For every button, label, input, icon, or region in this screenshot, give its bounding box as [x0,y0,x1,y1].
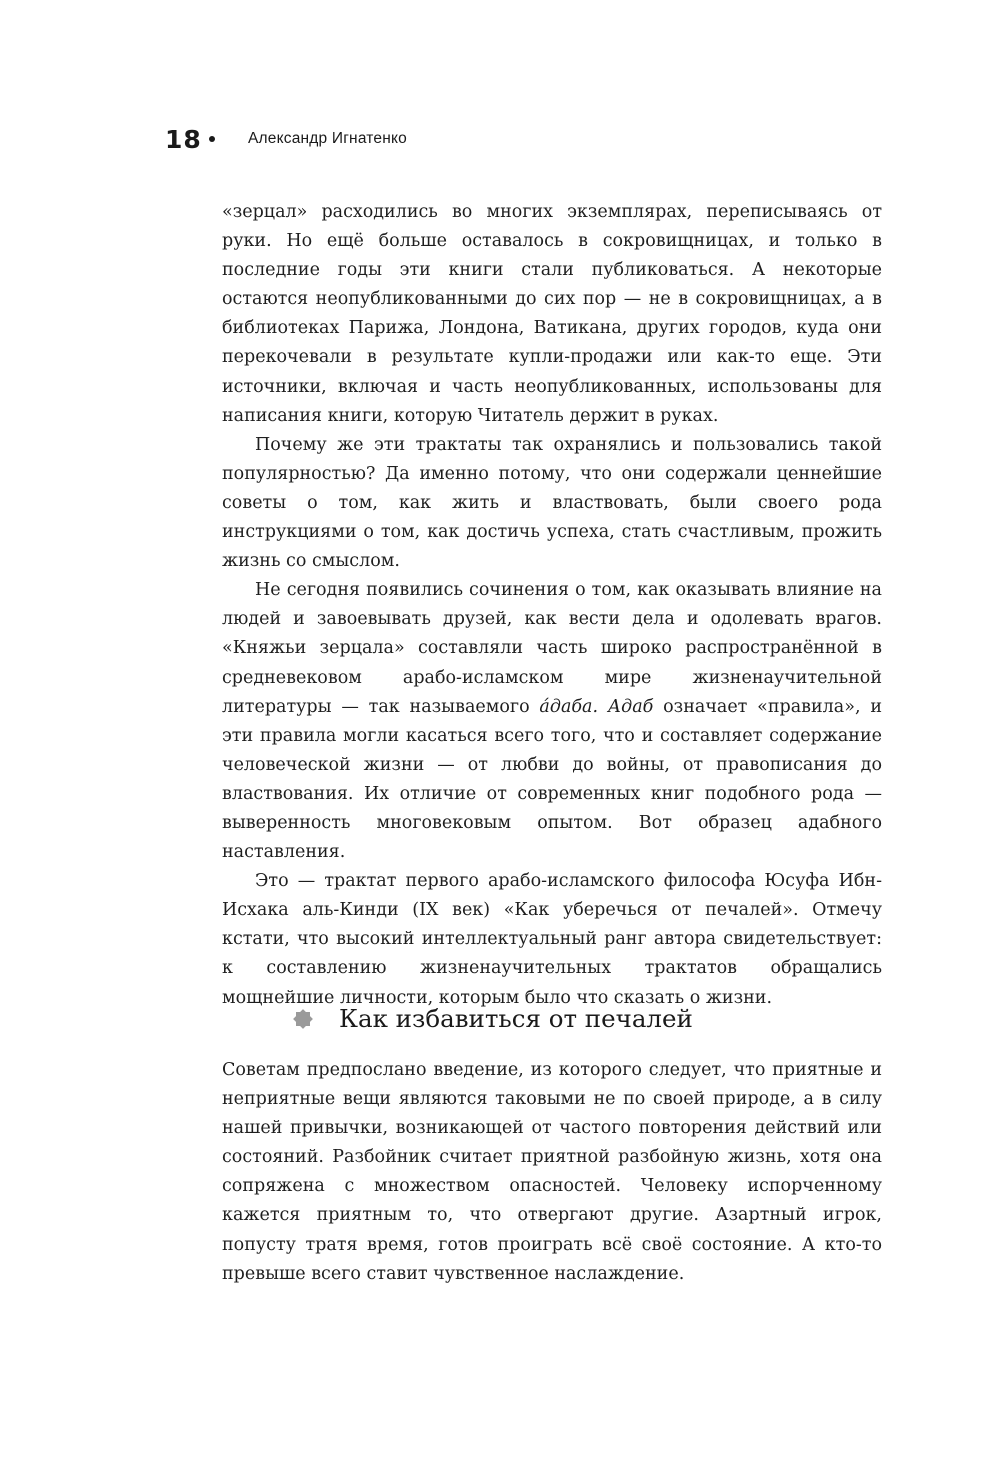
author-name: Александр Игнатенко [248,130,407,147]
running-head [165,124,407,154]
adab-term: áдаба. Адаб [539,696,654,717]
bullet-separator [209,136,215,142]
body-text [222,198,882,1013]
section-heading [292,1004,693,1033]
paragraph-3-text-a: Не сегодня появились сочинения о том, как оказывать влияние на людей и завоевывать друзей, как вести дела и одолевать врагов. «Княжьи зерцала» составляли часть широко распространённой в средневековом арабо-исламском мире жизненаучительной литературы — так называемого [222,580,882,717]
page-number: 18 [165,124,202,154]
paragraph-2: Почему же эти трактаты так охранялись и пользовались такой популярностью? Да именно потому, что они содержали ценнейшие советы о том, как жить и властвовать, были своего рода инструкциями о том, как достичь успеха, стать счастливым, прожить жизнь со смыслом. [222,434,882,572]
paragraph-4: Это — трактат первого арабо-исламского философа Юсуфа Ибн-Исхака аль-Кинди (IX век) «Как уберечься от печалей». Отмечу кстати, что высокий интеллектуальный ранг автора свидетельствует: к составлению жизненаучительных трактатов обращались мощнейшие личности, которым было что сказать о жизни. [222,871,882,1008]
paragraph-1: «зерцал» расходились во многих экземплярах, переписываясь от руки. Но ещё больше оставалось в сокровищницах, и только в последние годы эти книги стали публиковаться. А некоторые остаются неопубликованными до сих пор — не в сокровищницах, а в библиотеках Парижа, Лондона, Ватикана, других городов, куда они перекочевали в результате купли-продажи или как-то еще. Эти источники, включая и часть неопубликованных, использованы для написания книги, которую Читатель держит в руках. [222,202,882,426]
section-title: Как избавиться от печалей [339,1004,693,1033]
section-paragraph-1: Советам предпослано введение, из которого следует, что приятные и неприятные вещи являются таковыми не по своей природе, а в силу нашей привычки, возникающей от частого повторения действий или состояний. Разбойник считает приятной разбойную жизнь, хотя она сопряжена с множеством опасностей. Человеку испорченному кажется приятным то, что отвергают другие. Азартный игрок, попусту тратя время, готов проиграть всё своё состояние. А кто-то превыше всего ставит чувственное наслаждение. [222,1060,882,1284]
paragraph-3 [222,576,882,867]
eight-point-star-icon [292,1008,314,1030]
section-body [222,1056,882,1289]
paragraph-3-text-b: означает «правила», и эти правила могли касаться всего того, что и составляет содержание человеческой жизни — от любви до войны, от правописания до властвования. Их отличие от современных книг подобного рода — выверенность многовековым опытом. Вот образец адабного наставления. [222,696,882,863]
